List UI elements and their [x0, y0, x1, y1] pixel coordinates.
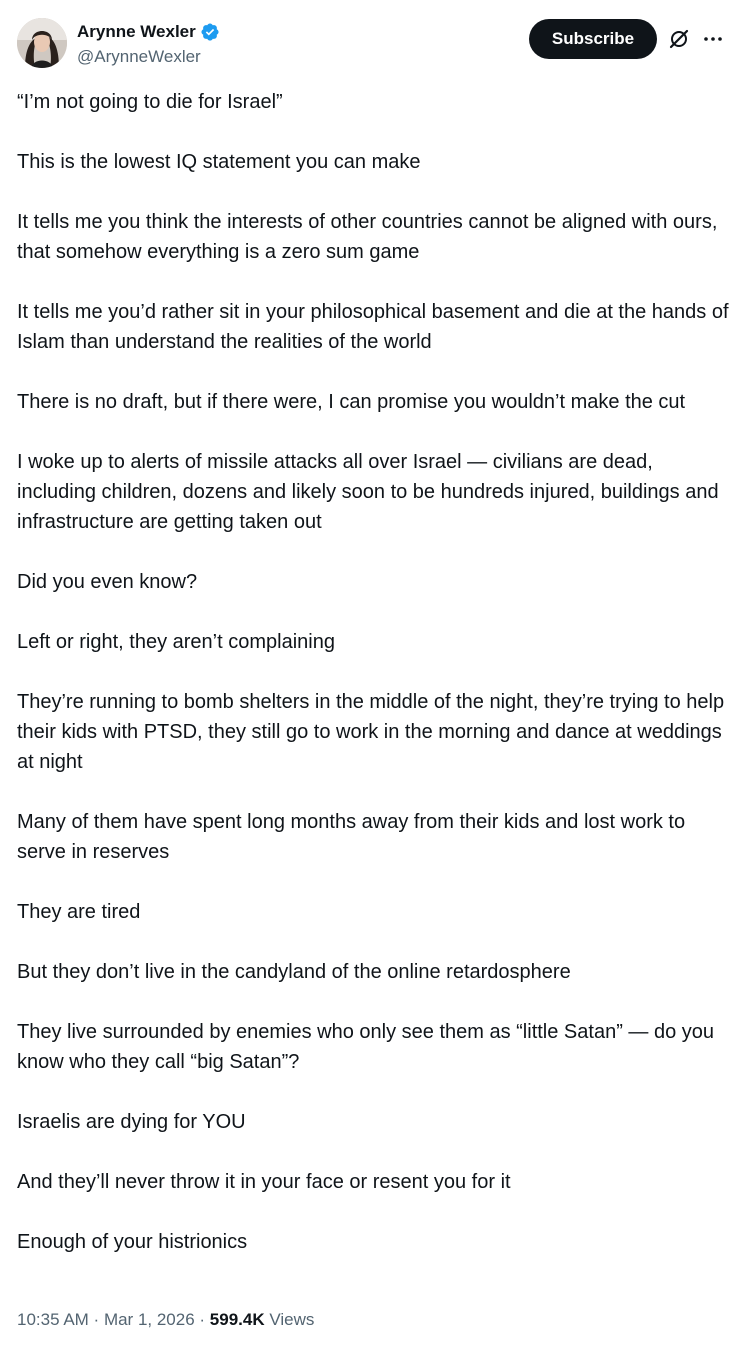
- tweet-paragraph: I woke up to alerts of missile attacks all over Israel — civilians are dead, including children, dozens and likely soon to be hundreds injured, buildings and infrastructure are getting taken out: [17, 451, 719, 533]
- tweet-paragraph: It tells me you think the interests of other countries cannot be aligned with ours, that somehow everything is a zero sum game: [17, 211, 718, 263]
- more-options-icon[interactable]: [701, 28, 725, 50]
- tweet-paragraph: But they don’t live in the candyland of the online retardosphere: [17, 961, 571, 983]
- tweet-paragraph: They live surrounded by enemies who only see them as “little Satan” — do you know who they call “big Satan”?: [17, 1021, 715, 1073]
- tweet-paragraph: And they’ll never throw it in your face or resent you for it: [17, 1171, 511, 1193]
- profile-photo-icon: [17, 18, 67, 68]
- grok-icon[interactable]: [668, 28, 690, 50]
- tweet-meta: [17, 1309, 314, 1331]
- tweet-date[interactable]: Mar 1, 2026: [103, 1310, 195, 1329]
- tweet-text: [17, 87, 729, 1287]
- user-handle[interactable]: @ArynneWexler: [77, 47, 201, 66]
- tweet-header: [17, 18, 727, 70]
- tweet-paragraph: “I’m not going to die for Israel”: [17, 91, 283, 113]
- meta-separator: ·: [194, 1310, 210, 1329]
- verified-badge-icon[interactable]: [200, 22, 220, 42]
- tweet-paragraph: Enough of your histrionics: [17, 1231, 248, 1253]
- tweet-paragraph: They’re running to bomb shelters in the middle of the night, they’re trying to help their kids with PTSD, they still go to work in the morning and dance at weddings at night: [17, 691, 725, 773]
- tweet-paragraph: There is no draft, but if there were, I can promise you wouldn’t make the cut: [17, 391, 686, 413]
- tweet-paragraph: It tells me you’d rather sit in your philosophical basement and die at the hands of Islam than understand the realities of the world: [17, 301, 729, 353]
- tweet-paragraph: Many of them have spent long months away from their kids and lost work to serve in reserves: [17, 811, 686, 863]
- tweet-paragraph: Did you even know?: [17, 571, 198, 593]
- user-info: [77, 21, 220, 68]
- avatar[interactable]: [17, 18, 67, 68]
- tweet-paragraph: Israelis are dying for YOU: [17, 1111, 246, 1133]
- views-label: Views: [269, 1310, 315, 1329]
- subscribe-button[interactable]: Subscribe: [529, 19, 657, 59]
- meta-separator: ·: [88, 1310, 104, 1329]
- display-name[interactable]: Arynne Wexler: [77, 22, 196, 41]
- tweet-paragraph: Left or right, they aren’t complaining: [17, 631, 335, 653]
- views-count[interactable]: 599.4K: [209, 1310, 265, 1329]
- tweet-paragraph: They are tired: [17, 901, 141, 923]
- tweet-paragraph: This is the lowest IQ statement you can make: [17, 151, 421, 173]
- tweet-time[interactable]: 10:35 AM: [17, 1310, 89, 1329]
- name-row: [77, 21, 220, 43]
